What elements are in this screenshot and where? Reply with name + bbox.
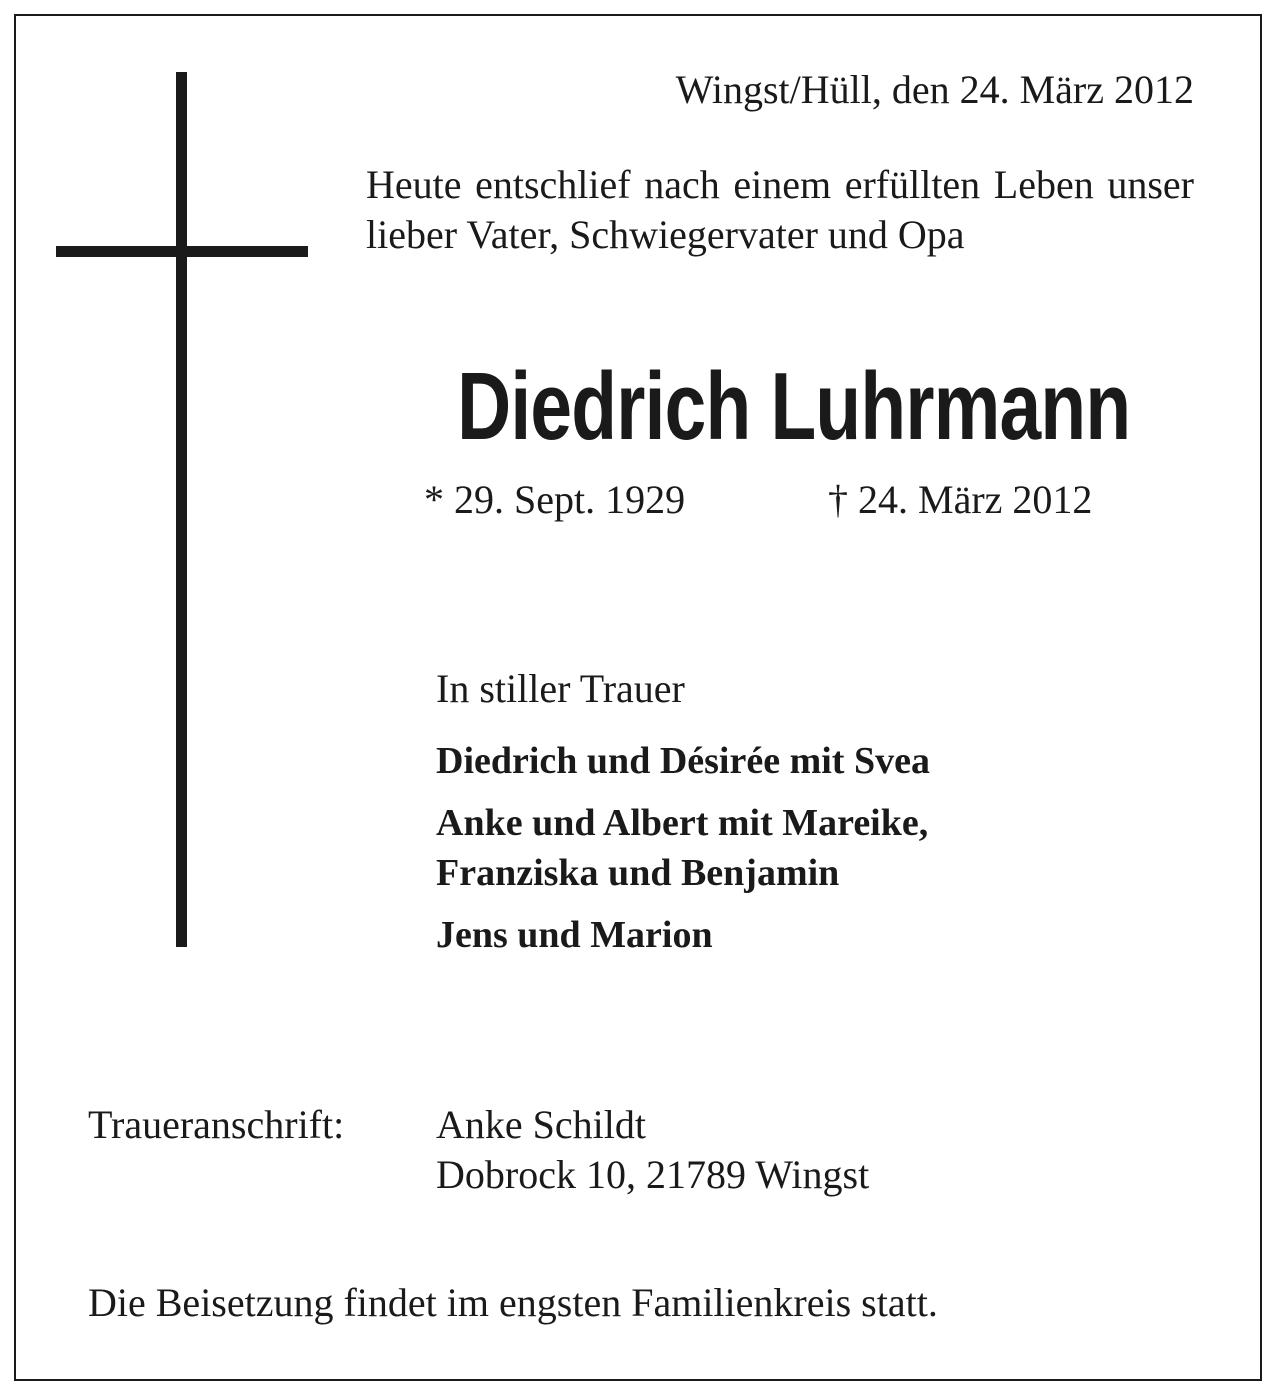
birth-date: * 29. Sept. 1929 — [424, 477, 686, 522]
place-date: Wingst/Hüll, den 24. März 2012 — [675, 67, 1194, 112]
mourner-line: Diedrich und Désirée mit Svea — [436, 740, 930, 782]
intro-text: Heute entschlief nach einem erfüllten Leben unser lieber Vater, Schwiegervater und Opa — [366, 162, 1194, 257]
deceased-name: Diedrich Luhrmann — [457, 353, 1131, 460]
death-date: † 24. März 2012 — [828, 477, 1093, 522]
address-label: Traueranschrift: — [88, 1102, 345, 1147]
address-name: Anke Schildt — [436, 1102, 646, 1147]
cross-icon — [176, 72, 187, 947]
burial-note: Die Beisetzung findet im engsten Familienkreis statt. — [88, 1280, 938, 1325]
address-street-city: Dobrock 10, 21789 Wingst — [436, 1152, 870, 1197]
address-block — [436, 1100, 869, 1200]
cross-icon-crossbar — [56, 246, 308, 257]
mourner-line: Anke und Albert mit Mareike, Franziska und Benjamin — [436, 802, 929, 894]
mourner-line: Jens und Marion — [436, 914, 713, 956]
mourning-label: In stiller Trauer — [436, 666, 685, 711]
